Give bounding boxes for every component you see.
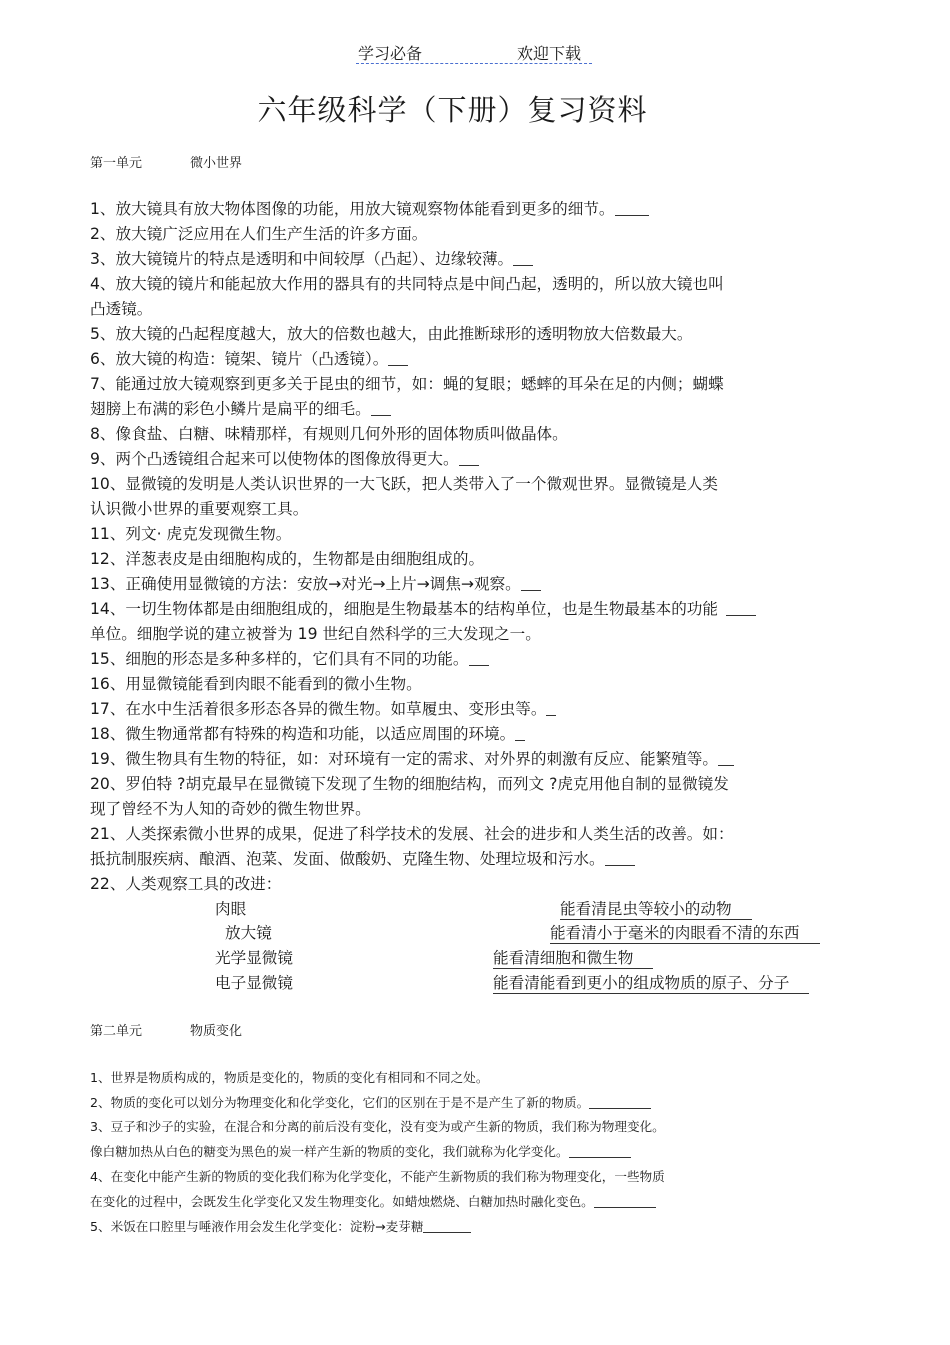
u2-line-6 <box>90 1192 656 1212</box>
u1-line-5 <box>90 299 152 319</box>
u1-line-7 <box>90 349 408 369</box>
header-dashed-rule <box>356 63 592 64</box>
u1-text-4: 4、放大镜的镜片和能起放大作用的器具有的共同特点是中间凸起，透明的，所以放大镜也叫 <box>90 275 724 293</box>
u1-text-16: 13、正确使用显微镜的方法：安放→对光→上片→调焦→观察。 <box>90 575 521 593</box>
unit2-heading <box>90 1020 242 1039</box>
u1-text-26: 21、人类探索微小世界的成果，促进了科学技术的发展、社会的进步和人类生活的改善。如： <box>90 825 734 843</box>
unit1-label: 第一单元 <box>90 156 143 171</box>
u2-text-3: 3、豆子和沙子的实验，在混合和分离的前后没有变化，没有变为或产生新的物质，我们称为物理变化。 <box>90 1119 665 1134</box>
u1-line-18 <box>90 624 541 644</box>
u1-line-6 <box>90 324 692 344</box>
unit2-name: 物质变化 <box>190 1024 243 1039</box>
u1-line-21 <box>90 699 556 719</box>
u2-text-1: 1、世界是物质构成的，物质是变化的，物质的变化有相同和不同之处。 <box>90 1070 489 1085</box>
u1-line-11 <box>90 449 479 469</box>
u2-line-5 <box>90 1167 665 1187</box>
u1-text-10: 8、像食盐、白糖、味精那样，有规则几何外形的固体物质叫做晶体。 <box>90 425 568 443</box>
u1-text-11: 9、两个凸透镜组合起来可以使物体的图像放得更大。 <box>90 450 459 468</box>
u2-text-6: 在变化的过程中，会既发生化学变化又发生物理变化。如蜡烛燃烧、白糖加热时融化变色。 <box>90 1194 594 1209</box>
u1-text-15: 12、洋葱表皮是由细胞构成的，生物都是由细胞组成的。 <box>90 550 485 568</box>
u1-line-2 <box>90 224 427 244</box>
u1-line-14 <box>90 524 291 544</box>
u1-text-9: 翅膀上布满的彩色小鳞片是扁平的细毛。 <box>90 400 371 418</box>
unit1-name: 微小世界 <box>190 156 243 171</box>
unit1-heading <box>90 152 242 171</box>
u2-line-2 <box>90 1093 651 1113</box>
blank-underline <box>605 849 635 866</box>
u1-line-27 <box>90 849 635 869</box>
u1-line-1 <box>90 199 649 219</box>
blank-underline <box>594 1194 656 1208</box>
u1-line-22 <box>90 724 525 744</box>
blank-underline <box>469 649 489 666</box>
u1-line-25 <box>90 799 371 819</box>
u1-text-8: 7、能通过放大镜观察到更多关于昆虫的细节，如：蝇的复眼；蟋蟀的耳朵在足的内侧；蝴蝶 <box>90 375 724 393</box>
blank-underline <box>726 599 756 616</box>
u1-text-5: 凸透镜。 <box>90 300 153 318</box>
blank-underline <box>515 724 525 741</box>
u1-line-13 <box>90 499 308 519</box>
tool-magnifier-desc: 能看清小于毫米的肉眼看不清的东西 <box>550 923 820 944</box>
u1-text-24: 20、罗伯特 ?胡克最早在显微镜下发现了生物的细胞结构，而列文 ?虎克用他自制的显微镜发 <box>90 775 729 793</box>
u1-text-28: 22、人类观察工具的改进： <box>90 875 282 893</box>
blank-underline <box>521 574 541 591</box>
tool-electron-microscope: 电子显微镜 <box>215 974 293 992</box>
u1-line-23 <box>90 749 734 769</box>
u1-text-1: 1、放大镜具有放大物体图像的功能，用放大镜观察物体能看到更多的细节。 <box>90 200 615 218</box>
blank-underline <box>459 449 479 466</box>
u2-line-1 <box>90 1068 488 1088</box>
blank-underline <box>423 1219 471 1233</box>
blank-underline <box>513 249 533 266</box>
tool-naked-eye: 肉眼 <box>215 900 247 918</box>
u2-text-5: 4、在变化中能产生新的物质的变化我们称为化学变化，不能产生新物质的我们称为物理变化，一些物质 <box>90 1169 665 1184</box>
u1-line-26 <box>90 824 734 844</box>
blank-underline <box>546 699 556 716</box>
u1-line-15 <box>90 549 484 569</box>
u1-text-3: 3、放大镜镜片的特点是透明和中间较厚（凸起）、边缘较薄。 <box>90 250 514 268</box>
u1-line-8 <box>90 374 724 394</box>
u1-text-27: 抵抗制服疾病、酿酒、泡菜、发面、做酸奶、克隆生物、处理垃圾和污水。 <box>90 850 605 868</box>
u1-text-18: 单位。细胞学说的建立被誉为 19 世纪自然科学的三大发现之一。 <box>90 625 541 643</box>
tool-optical-microscope: 光学显微镜 <box>215 949 293 967</box>
u2-line-7 <box>90 1217 471 1237</box>
tool-magnifier: 放大镜 <box>225 924 272 942</box>
u1-text-25: 现了曾经不为人知的奇妙的微生物世界。 <box>90 800 371 818</box>
u1-text-19: 15、细胞的形态是多种多样的，它们具有不同的功能。 <box>90 650 469 668</box>
tool-optical-microscope-desc: 能看清细胞和微生物 <box>493 948 653 969</box>
u1-text-20: 16、用显微镜能看到肉眼不能看到的微小生物。 <box>90 675 422 693</box>
blank-underline <box>615 199 649 216</box>
u1-line-12 <box>90 474 718 494</box>
blank-underline <box>388 349 408 366</box>
u1-text-2: 2、放大镜广泛应用在人们生产生活的许多方面。 <box>90 225 428 243</box>
u1-text-17: 14、一切生物体都是由细胞组成的，细胞是生物最基本的结构单位，也是生物最基本的功能 <box>90 600 718 618</box>
header-right-text: 欢迎下载 <box>517 44 582 63</box>
u1-line-3 <box>90 249 533 269</box>
u1-line-16 <box>90 574 541 594</box>
u1-text-22: 18、微生物通常都有特殊的构造和功能，以适应周围的环境。 <box>90 725 516 743</box>
header-left-text: 学习必备 <box>358 44 423 63</box>
u2-line-3 <box>90 1117 665 1137</box>
page-title: 六年级科学（下册）复习资料 <box>257 93 648 127</box>
tool-electron-microscope-desc: 能看清能看到更小的组成物质的原子、分子 <box>493 973 809 994</box>
u1-text-21: 17、在水中生活着很多形态各异的微生物。如草履虫、变形虫等。 <box>90 700 547 718</box>
u1-line-17 <box>90 599 756 619</box>
blank-underline <box>569 1144 631 1158</box>
u1-line-24 <box>90 774 729 794</box>
blank-underline <box>718 749 734 766</box>
u1-text-13: 认识微小世界的重要观察工具。 <box>90 500 309 518</box>
u1-text-12: 10、显微镜的发明是人类认识世界的一大飞跃，把人类带入了一个微观世界。显微镜是人类 <box>90 475 718 493</box>
blank-underline <box>371 399 391 416</box>
u1-line-20 <box>90 674 422 694</box>
u1-text-23: 19、微生物具有生物的特征，如：对环境有一定的需求、对外界的刺激有反应、能繁殖等。 <box>90 750 718 768</box>
u1-line-4 <box>90 274 724 294</box>
u1-text-14: 11、列文· 虎克发现微生物。 <box>90 525 292 543</box>
tool-naked-eye-desc: 能看清昆虫等较小的动物 <box>560 899 752 920</box>
u1-line-9 <box>90 399 391 419</box>
u1-text-6: 5、放大镜的凸起程度越大，放大的倍数也越大，由此推断球形的透明物放大倍数最大。 <box>90 325 693 343</box>
blank-underline <box>589 1095 651 1109</box>
u1-line-19 <box>90 649 489 669</box>
u2-text-4: 像白糖加热从白色的糖变为黑色的炭一样产生新的物质的变化，我们就称为化学变化。 <box>90 1144 569 1159</box>
u2-text-7: 5、米饭在口腔里与唾液作用会发生化学变化：淀粉→麦芽糖 <box>90 1219 424 1234</box>
u1-line-28 <box>90 874 281 894</box>
u2-text-2: 2、物质的变化可以划分为物理变化和化学变化，它们的区别在于是不是产生了新的物质。 <box>90 1095 590 1110</box>
u1-text-7: 6、放大镜的构造：镜架、镜片（凸透镜）。 <box>90 350 389 368</box>
u2-line-4 <box>90 1142 631 1162</box>
u1-line-10 <box>90 424 568 444</box>
unit2-label: 第二单元 <box>90 1024 143 1039</box>
